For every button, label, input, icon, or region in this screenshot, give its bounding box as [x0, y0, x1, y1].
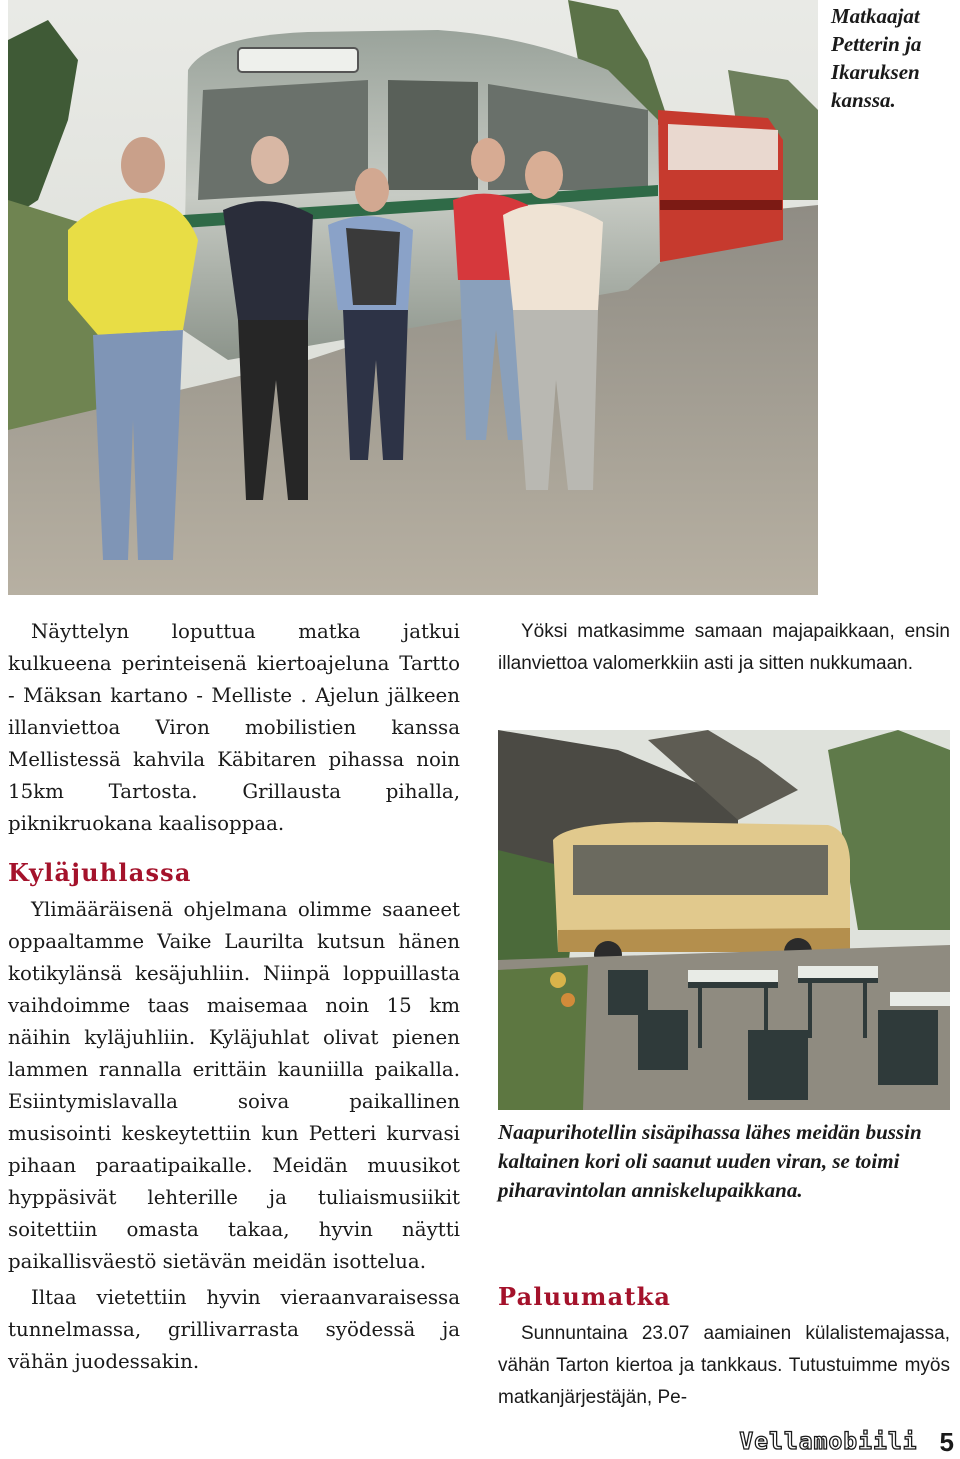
heading-paluumatka: Paluumatka	[498, 1282, 672, 1311]
kylajuhlassa-paragraph-2: Iltaa vietettiin hyvin vieraanvaraisessa tunnelmassa, grillivarrasta syödessä ja vähän juodessakin.	[8, 1286, 460, 1373]
magazine-name: Vellamobiili	[739, 1429, 918, 1455]
photo-yellow-bus-courtyard-image	[498, 730, 950, 1110]
left-column	[8, 616, 460, 1378]
page-number: 5	[939, 1426, 954, 1457]
right-column-bottom	[498, 1282, 950, 1414]
page-footer	[706, 1427, 954, 1457]
intro-paragraph: Näyttelyn loputtua matka jatkui kulkueena perinteisenä kiertoajeluna Tartto - Mäksan kartano - Melliste . Ajelun jälkeen illanviettoa Viron mobilistien kanssa Mellistessä kahvila Käbitaren pihassa noin 15km Tartosta. Grillausta pihalla, piknikruokana kaalisoppaa.	[8, 620, 460, 835]
heading-kylajuhlassa: Kyläjuhlassa	[8, 858, 192, 887]
paluumatka-paragraph: Sunnuntaina 23.07 aamiainen külalistemajassa, vähän Tarton kiertoa ja tankkaus. Tutustuimme myös matkanjärjestäjän, Pe-	[498, 1323, 950, 1408]
kylajuhlassa-paragraph-1: Ylimääräisenä ohjelmana olimme saaneet oppaaltamme Vaike Laurilta kutsun hänen kotikylänsä kesäjuhliin. Niinpä loppuillasta vaihdoimme taas maisemaa noin 15 km näihin kyläjuhliin. Kyläjuhlat olivat pienen lammen rannalla erittäin kauniilla paikalla. Esiintymislavalla soiva paikallinen musisointi keskeytettiin kun Petteri kurvasi pihaan paraatipaikalle. Meidän muusikot hyppäsivät lehterille ja tuliaismusiikit soitettiin omasta takaa, hyvin näytti paikallisväestö sietävän meidän isottelua.	[8, 898, 460, 1273]
photo-men-with-buses-image	[8, 0, 818, 595]
night-paragraph: Yöksi matkasimme samaan majapaikkaan, ensin illanviettoa valomerkkiin asti ja sitten nukkumaan.	[498, 621, 950, 674]
right-column-top	[498, 616, 950, 680]
hotel-photo-caption: Naapurihotellin sisäpihassa lähes meidän bussin kaltainen kori oli saanut uuden viran, se toimi piharavintolan anniskelupaikkana.	[498, 1120, 922, 1202]
top-photo-caption: Matkaajat Petterin ja Ikaruksen kanssa.	[831, 4, 922, 112]
photo-yellow-bus-courtyard	[498, 730, 950, 1110]
photo-men-with-buses	[8, 0, 818, 595]
